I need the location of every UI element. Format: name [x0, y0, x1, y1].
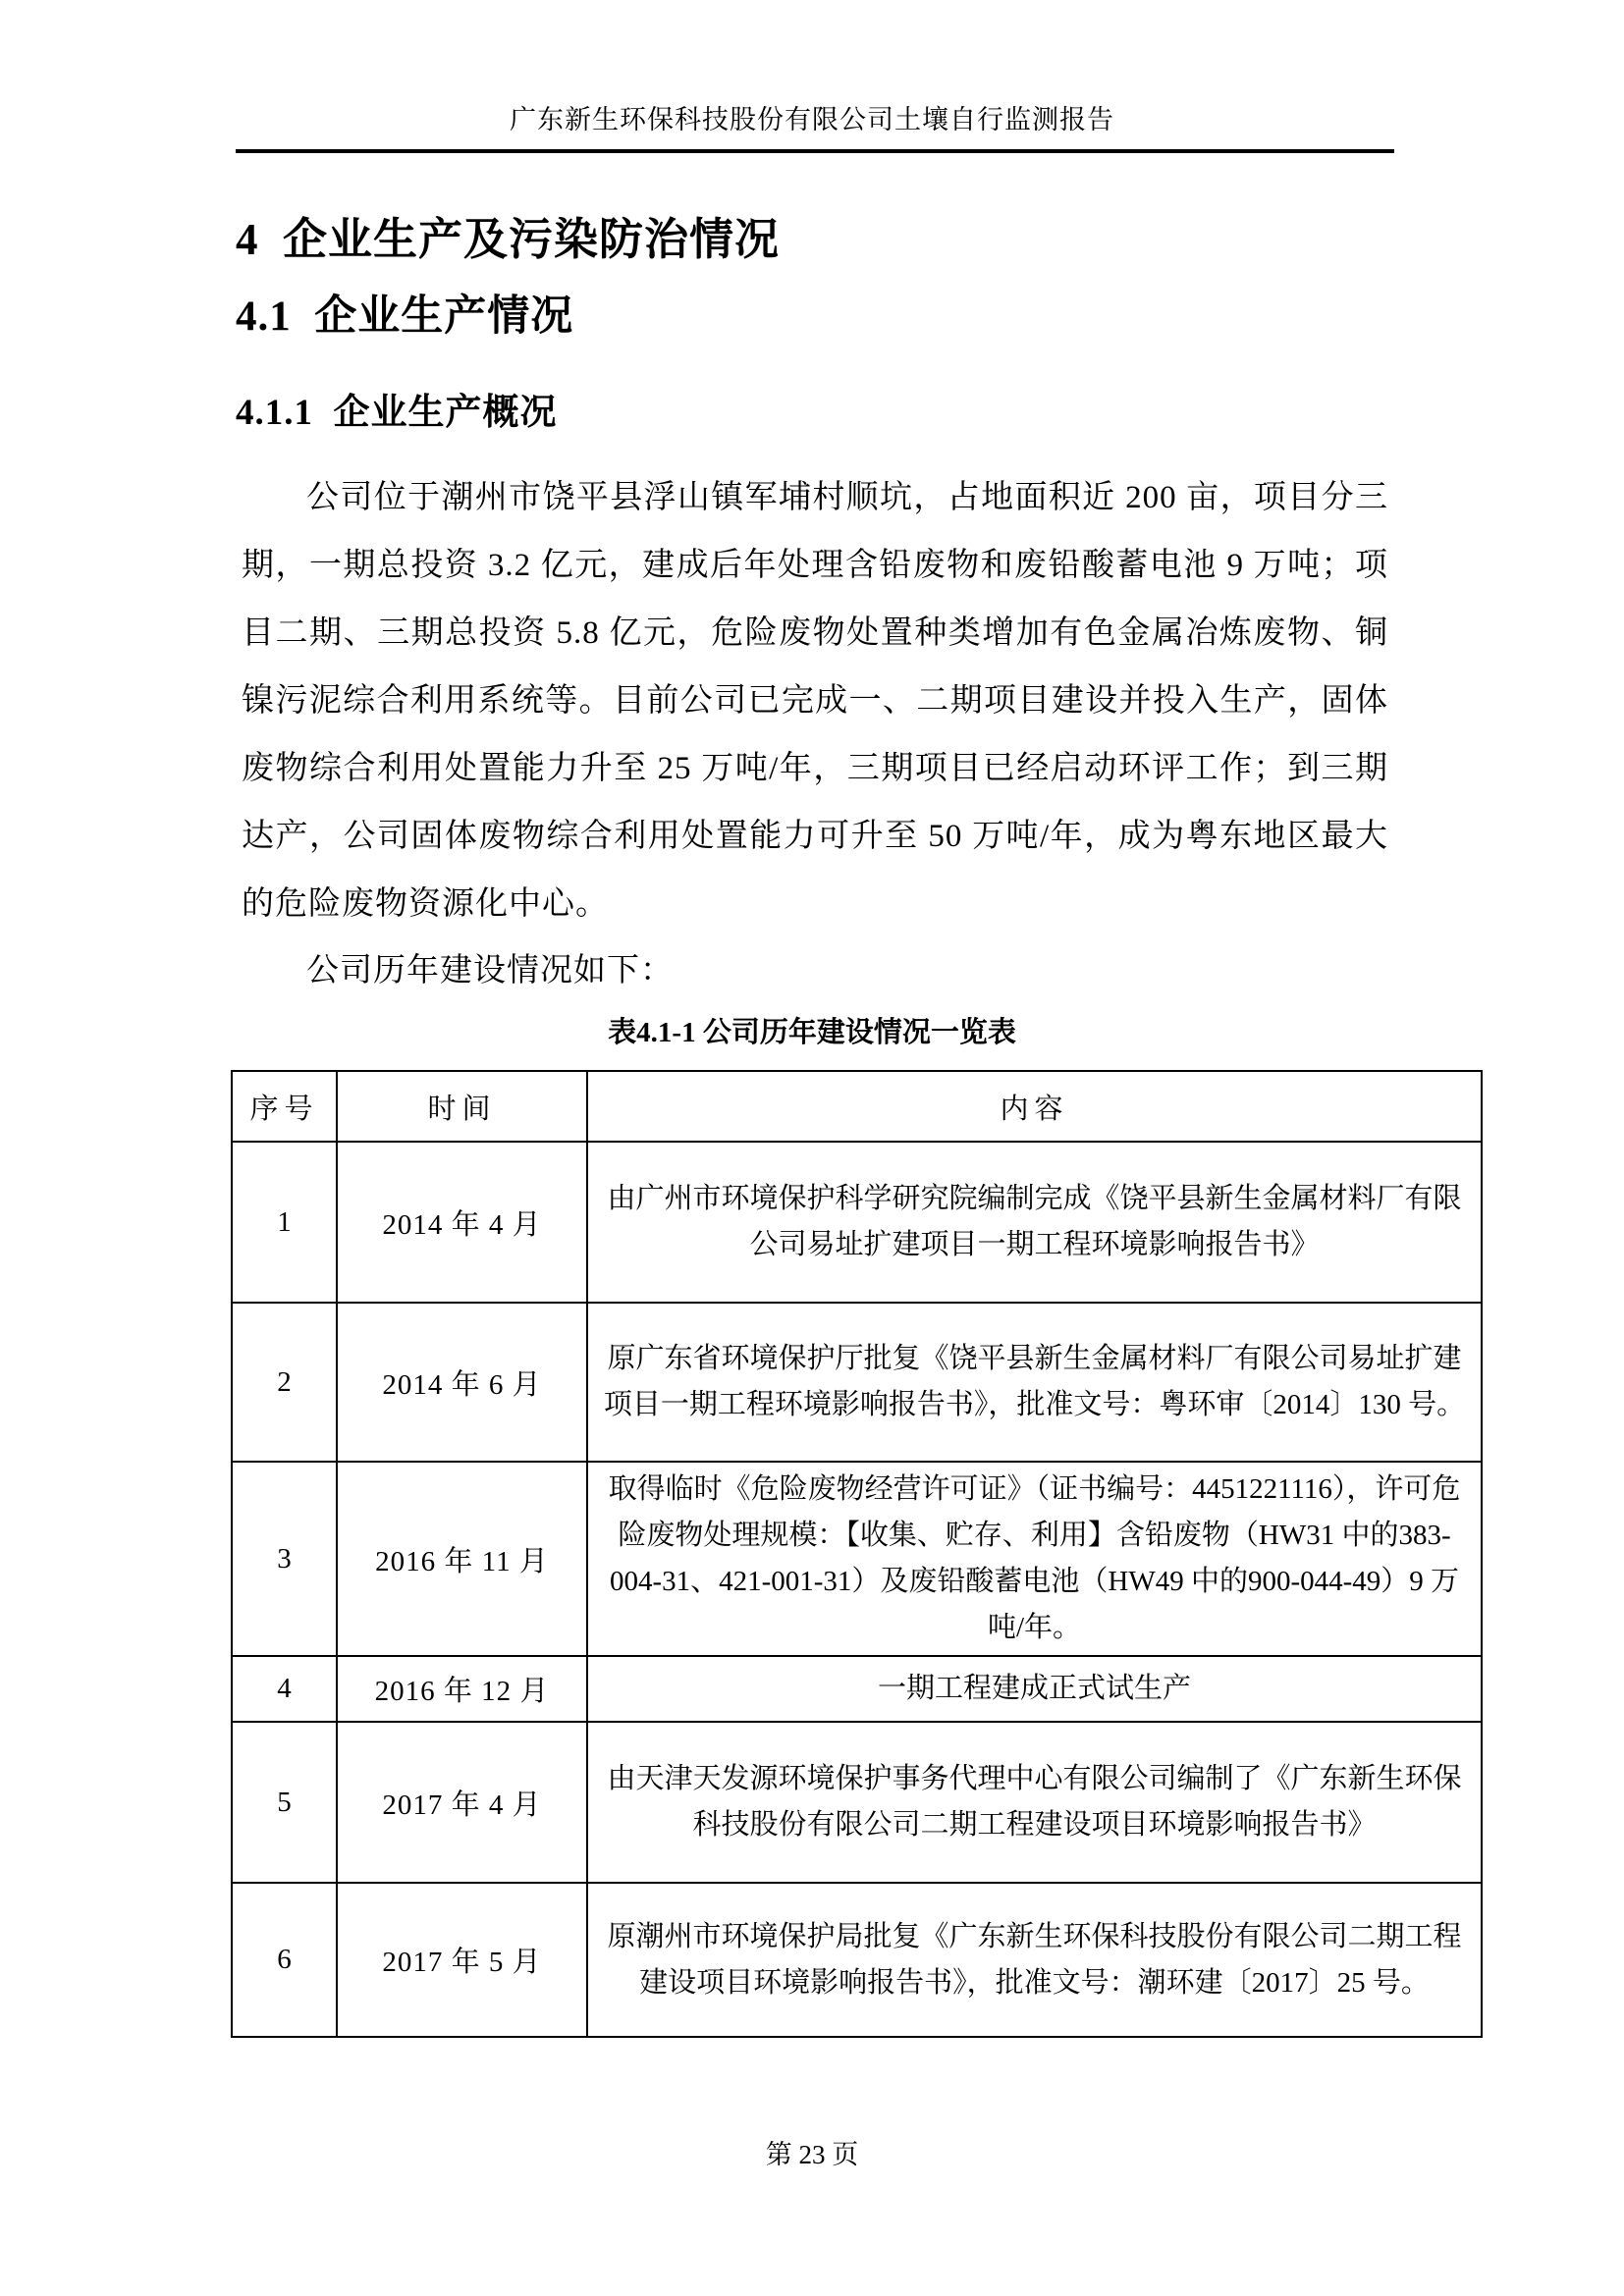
- page-header-title: 广东新生环保科技股份有限公司土壤自行监测报告: [510, 105, 1114, 134]
- row-index-cell: 2: [232, 1303, 337, 1462]
- row-index-cell: 6: [232, 1883, 337, 2037]
- table-row: [232, 1142, 1482, 1303]
- page-header: [0, 0, 1624, 153]
- column-header-index: 序号: [232, 1071, 337, 1142]
- header-rule: [236, 149, 1394, 153]
- row-content-cell: 由广州市环境保护科学研究院编制完成《饶平县新生金属材料厂有限公司易址扩建项目一期工程环境影响报告书》: [587, 1142, 1482, 1303]
- row-index-cell: 5: [232, 1722, 337, 1883]
- table-caption: 表4.1-1 公司历年建设情况一览表: [608, 1017, 1016, 1048]
- column-header-time: 时间: [337, 1071, 587, 1142]
- row-time-cell: 2016 年 11 月: [337, 1462, 587, 1656]
- row-time-cell: 2014 年 6 月: [337, 1303, 587, 1462]
- table-row: [232, 1656, 1482, 1722]
- table-row: [232, 1883, 1482, 2037]
- row-content-cell: 取得临时《危险废物经营许可证》（证书编号：4451221116），许可危险废物处理规模：【收集、贮存、利用】含铅废物（HW31 中的383-004-31、421-001-31）及废铅酸蓄电池（HW49 中的900-044-49）9 万吨/年。: [587, 1462, 1482, 1656]
- row-content-cell: 原潮州市环境保护局批复《广东新生环保科技股份有限公司二期工程建设项目环境影响报告书》，批准文号：潮环建〔2017〕25 号。: [587, 1883, 1482, 2037]
- construction-history-table: [231, 1070, 1483, 2038]
- row-index-cell: 1: [232, 1142, 337, 1303]
- paragraph-company-overview: 公司位于潮州市饶平县浮山镇军埔村顺坑，占地面积近 200 亩，项目分三期，一期总投资 3.2 亿元，建成后年处理含铅废物和废铅酸蓄电池 9 万吨；项目二期、三期总投资 5.8 亿元，危险废物处置种类增加有色金属冶炼废物、铜镍污泥综合利用系统等。目前公司已完成一、二期项目建设并投入生产，固体废物综合利用处置能力升至 25 万吨/年，三期项目已经启动环评工作；到三期达产，公司固体废物综合利用处置能力可升至 50 万吨/年，成为粤东地区最大的危险废物资源化中心。: [242, 480, 1388, 922]
- heading-section: 4.1 企业生产情况: [236, 294, 574, 340]
- row-content-cell: 一期工程建成正式试生产: [587, 1656, 1482, 1722]
- row-content-cell: 由天津天发源环境保护事务代理中心有限公司编制了《广东新生环保科技股份有限公司二期工程建设项目环境影响报告书》: [587, 1722, 1482, 1883]
- table-row: [232, 1303, 1482, 1462]
- table-row: [232, 1722, 1482, 1883]
- column-header-content: 内容: [587, 1071, 1482, 1142]
- row-time-cell: 2014 年 4 月: [337, 1142, 587, 1303]
- row-time-cell: 2017 年 5 月: [337, 1883, 587, 2037]
- heading-subsection: 4.1.1 企业生产概况: [236, 393, 558, 433]
- row-time-cell: 2016 年 12 月: [337, 1656, 587, 1722]
- row-index-cell: 3: [232, 1462, 337, 1656]
- row-index-cell: 4: [232, 1656, 337, 1722]
- page-number: 第 23 页: [765, 2140, 859, 2169]
- heading-chapter: 4 企业生产及污染防治情况: [236, 215, 781, 264]
- row-time-cell: 2017 年 4 月: [337, 1722, 587, 1883]
- row-content-cell: 原广东省环境保护厅批复《饶平县新生金属材料厂有限公司易址扩建项目一期工程环境影响报告书》，批准文号：粤环审〔2014〕130 号。: [587, 1303, 1482, 1462]
- table-row: [232, 1462, 1482, 1656]
- paragraph-table-leadin: 公司历年建设情况如下：: [306, 953, 674, 988]
- table-header-row: [232, 1071, 1482, 1142]
